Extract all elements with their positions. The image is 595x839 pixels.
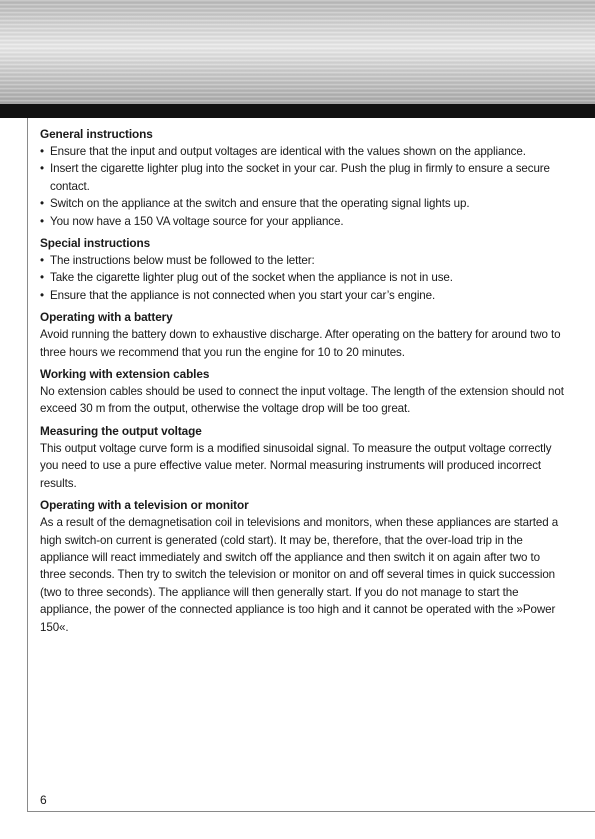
bottom-margin-rule (27, 811, 595, 812)
section-body: No extension cables should be used to connect the input voltage. The length of the extension should not exceed 30 m from the output, otherwise the voltage drop will be too great. (40, 385, 564, 416)
section-television-monitor (40, 497, 568, 636)
section-extension-cables (40, 366, 568, 418)
section-heading: Special instructions (40, 236, 151, 251)
list-item: • The instructions below must be followed to the letter: (40, 252, 568, 269)
section-heading: Measuring the output voltage (40, 423, 202, 438)
header-dark-bar (0, 104, 595, 118)
section-heading: Operating with a television or monitor (40, 498, 249, 513)
list-item: • You now have a 150 VA voltage source for your appliance. (40, 213, 568, 230)
page-number: 6 (40, 793, 47, 807)
section-heading: Working with extension cables (40, 367, 210, 382)
section-general-instructions (40, 126, 568, 230)
section-operating-with-battery (40, 309, 568, 361)
section-measuring-output-voltage (40, 423, 568, 492)
list-item: • Switch on the appliance at the switch and ensure that the operating signal lights up. (40, 195, 568, 212)
header-band (0, 0, 595, 104)
list-item: • Insert the cigarette lighter plug into the socket in your car. Push the plug in firmly to ensure a secure contact. (40, 160, 568, 195)
section-body: As a result of the demagnetisation coil in televisions and monitors, when these appliances are started a high switch-on current is generated (cold start). It may be, therefore, that the over-load trip in the appliance will react immediately and switch off the appliance and then switch it on again after two to three seconds. Then try to switch the television or monitor on and off several times in quick succession (two to three seconds). The appliance will then generally start. If you do not manage to start the appliance, the power of the connected appliance is too high and it cannot be operated with the »Power 150«. (40, 516, 559, 634)
bullet-list (40, 143, 568, 230)
page-content (40, 126, 568, 641)
section-heading: General instructions (40, 127, 153, 141)
list-item: • Ensure that the appliance is not connected when you start your car’s engine. (40, 287, 568, 304)
section-body: Avoid running the battery down to exhaustive discharge. After operating on the battery for around two to three hours we recommend that you run the engine for 10 to 20 minutes. (40, 328, 561, 359)
list-item: • Ensure that the input and output voltages are identical with the values shown on the appliance. (40, 143, 568, 160)
list-item: • Take the cigarette lighter plug out of the socket when the appliance is not in use. (40, 269, 568, 286)
section-special-instructions (40, 235, 568, 304)
left-margin-rule (27, 118, 28, 812)
section-heading: Operating with a battery (40, 310, 173, 325)
bullet-list (40, 252, 568, 304)
section-body: This output voltage curve form is a modified sinusoidal signal. To measure the output voltage correctly you need to use a pure effective value meter. Normal measuring instruments will produced incorrect results. (40, 441, 552, 490)
